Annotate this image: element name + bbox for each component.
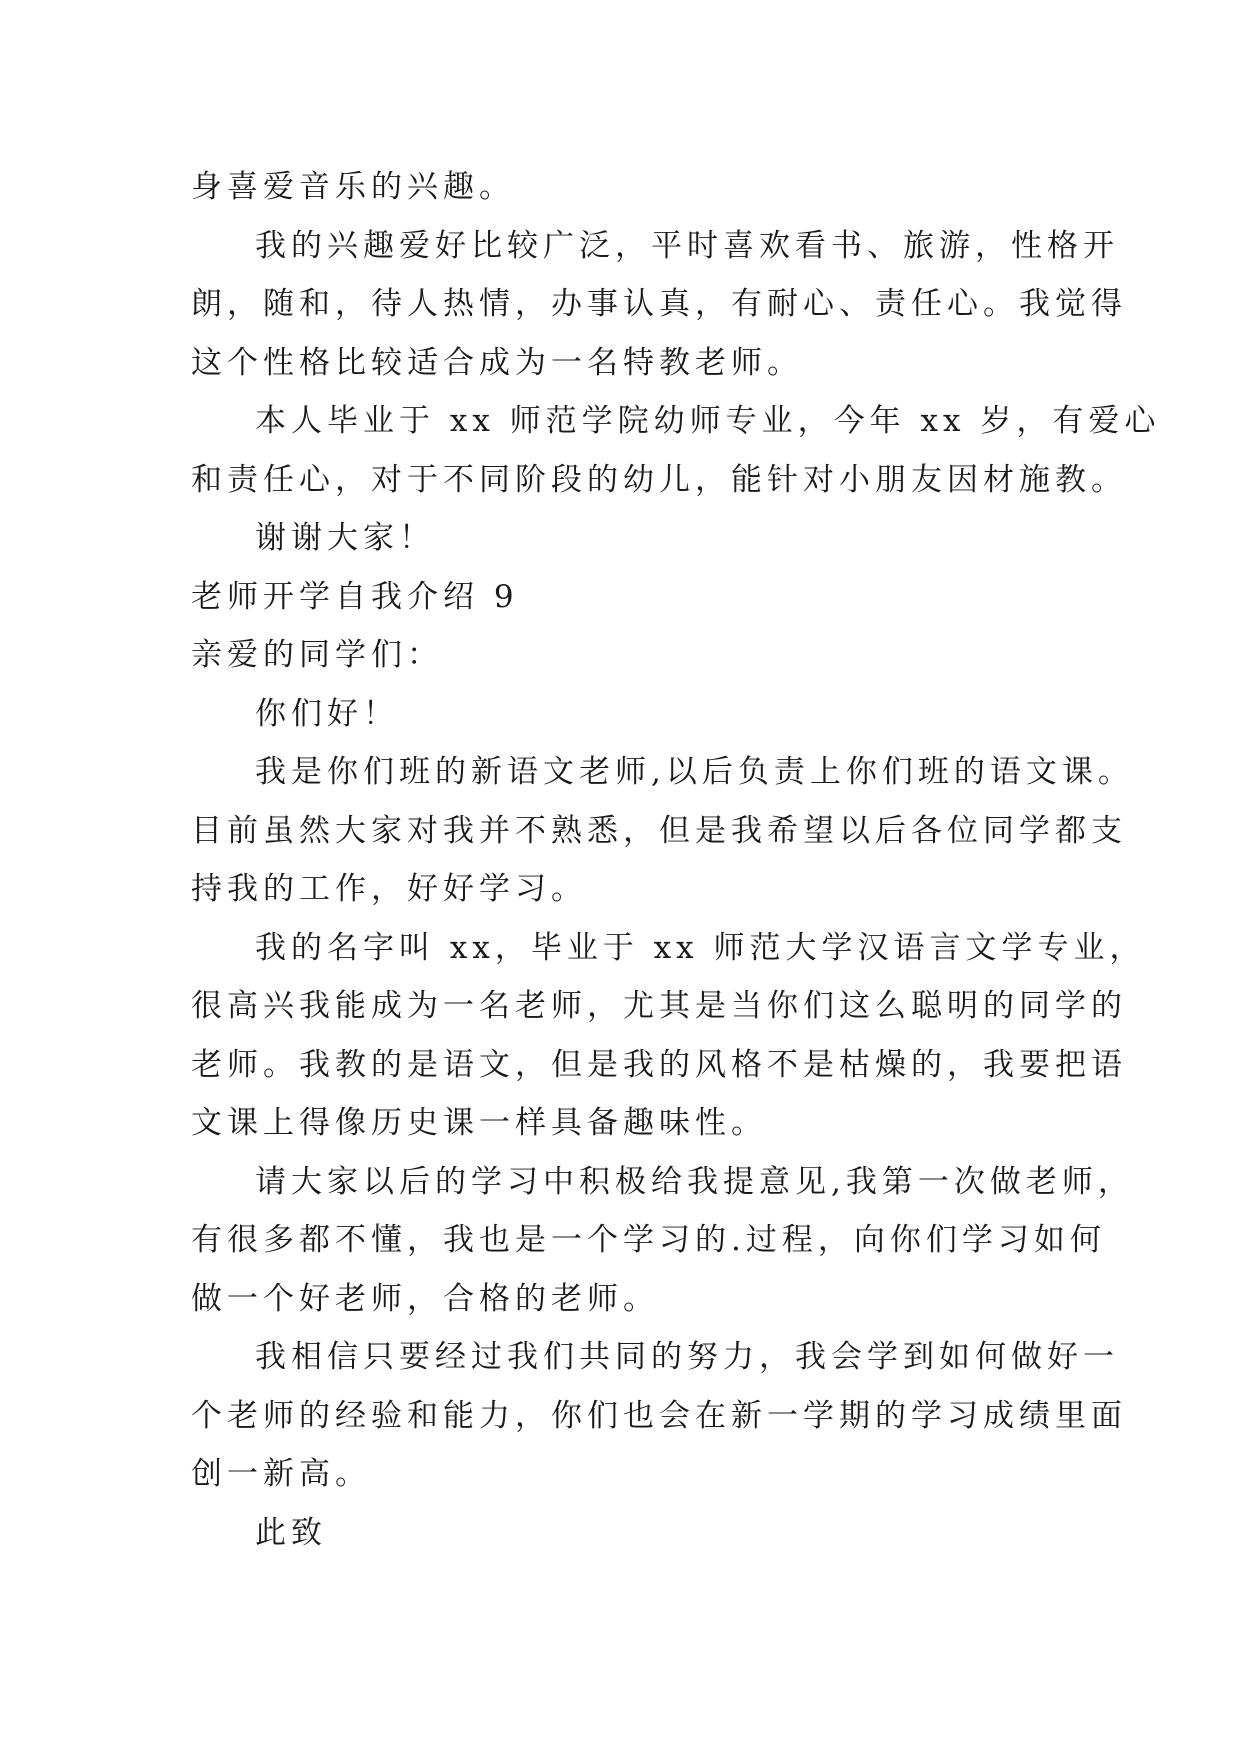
text-line: 我的名字叫 xx，毕业于 xx 师范大学汉语言文学专业， bbox=[255, 929, 1146, 966]
document-body bbox=[191, 158, 1161, 1562]
closing: 此致 bbox=[255, 1514, 327, 1551]
section-heading: 老师开学自我介绍 9 bbox=[191, 578, 519, 615]
text-line: 朗，随和，待人热情，办事认真，有耐心、责任心。我觉得 bbox=[191, 286, 1127, 322]
text-line: 本人毕业于 xx 师范学院幼师专业，今年 xx 岁，有爱心 bbox=[255, 403, 1161, 439]
text-line: 我是你们班的新语文老师,以后负责上你们班的语文课。 bbox=[255, 754, 1134, 790]
text-line: 老师。我教的是语文，但是我的风格不是枯燥的，我要把语 bbox=[191, 1046, 1127, 1083]
text-line: 我相信只要经过我们共同的努力，我会学到如何做好一 bbox=[255, 1339, 1119, 1375]
text-line: 做一个好老师，合格的老师。 bbox=[191, 1280, 659, 1317]
text-line: 有很多都不懂，我也是一个学习的.过程，向你们学习如何 bbox=[191, 1222, 1106, 1258]
greeting: 你们好！ bbox=[255, 695, 399, 732]
text-line: 持我的工作，好好学习。 bbox=[191, 871, 587, 907]
text-line: 目前虽然大家对我并不熟悉，但是我希望以后各位同学都支 bbox=[191, 812, 1127, 849]
text-line: 个老师的经验和能力，你们也会在新一学期的学习成绩里面 bbox=[191, 1397, 1127, 1434]
salutation: 亲爱的同学们： bbox=[191, 637, 443, 673]
text-line: 创一新高。 bbox=[191, 1456, 371, 1492]
text-line: 和责任心，对于不同阶段的幼儿，能针对小朋友因材施教。 bbox=[191, 461, 1127, 498]
text-line: 很高兴我能成为一名老师，尤其是当你们这么聪明的同学的 bbox=[191, 988, 1127, 1024]
text-line: 请大家以后的学习中积极给我提意见,我第一次做老师， bbox=[255, 1163, 1134, 1200]
text-line: 我的兴趣爱好比较广泛，平时喜欢看书、旅游，性格开 bbox=[255, 227, 1119, 264]
text-line: 身喜爱音乐的兴趣。 bbox=[191, 169, 515, 205]
text-line: 文课上得像历史课一样具备趣味性。 bbox=[191, 1105, 767, 1141]
text-line: 这个性格比较适合成为一名特教老师。 bbox=[191, 344, 803, 381]
text-line: 谢谢大家！ bbox=[255, 520, 435, 556]
